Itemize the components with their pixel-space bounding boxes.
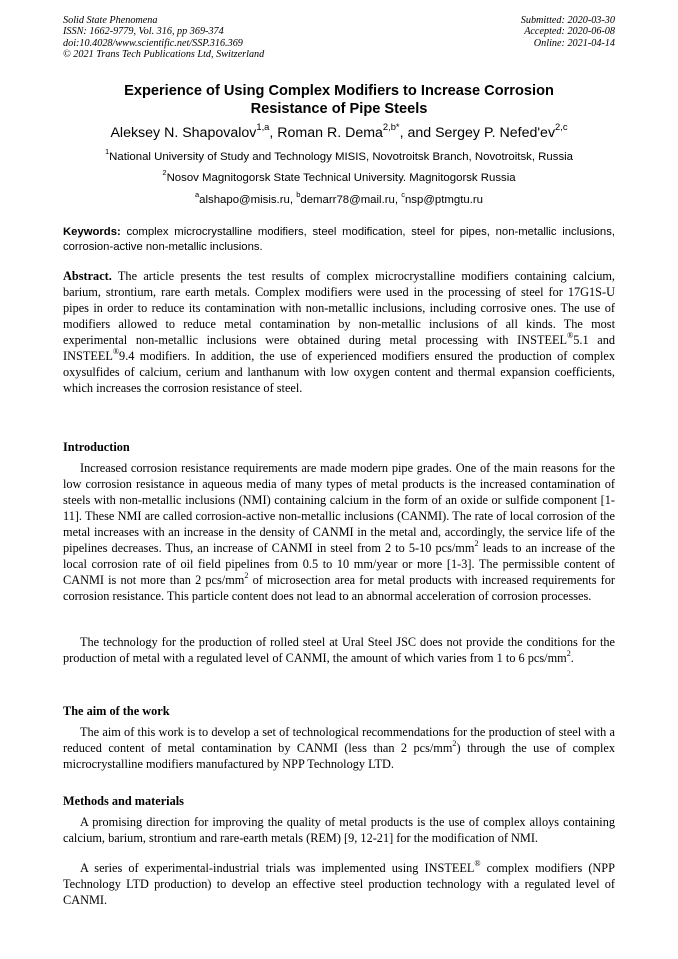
paragraph-text: The technology for the production of rolled steel at Ural Steel JSC does not provide the conditions for the production of metal with a regulated level of CANMI, the amount of which varies from 1 to 6 pcs/mm — [63, 635, 615, 665]
methods-paragraph-2 — [63, 860, 615, 908]
paragraph-text: The aim of this work is to develop a set of technological recommendations for the production of steel with a reduced content of metal contamination by CANMI (less than 2 pcs/mm — [63, 725, 615, 755]
email-superscript: a — [194, 190, 200, 200]
online-date: Online: 2021-04-14 — [533, 37, 615, 49]
email-address: demarr78@mail.ru, — [300, 194, 402, 206]
author-superscript: 2,b* — [382, 122, 400, 133]
introduction-paragraph-1 — [63, 460, 615, 604]
author-separator: , — [269, 125, 278, 141]
paragraph-text: of microsection area for metal products with increased requirements for corrosion resistance. This particle content does not lead to an abnormal acceleration of corrosion processes. — [63, 573, 615, 603]
email-address: nsp@ptmgtu.ru — [404, 194, 484, 206]
author-name: Roman R. Dema — [277, 125, 383, 141]
author-name: Sergey P. Nefed'ev — [435, 125, 556, 141]
paragraph-text: complex modifiers (NPP Technology LTD production) to develop an effective steel production technology with a regulated level of CANMI. — [63, 861, 615, 907]
paragraph-text: ) through the use of complex microcrystalline modifiers manufactured by NPP Technology LTD. — [63, 741, 615, 771]
keywords-text: complex microcrystalline modifiers, steel modification, steel for pipes, non-metallic inclusions, corrosion-active non-metallic inclusions. — [63, 226, 615, 253]
paragraph-text: A series of experimental-industrial trials was implemented using INSTEEL — [80, 861, 475, 875]
author-superscript: 2,c — [555, 122, 568, 133]
affiliation-text: National University of Study and Technology MISIS, Novotroitsk Branch, Novotroitsk, Russia — [109, 151, 574, 163]
section-heading-aim: The aim of the work — [63, 704, 170, 718]
methods-paragraph-1 — [63, 814, 615, 846]
journal-header-left — [63, 15, 264, 60]
journal-name: Solid State Phenomena — [63, 15, 158, 26]
journal-doi: doi:10.4028/www.scientific.net/SSP.316.369 — [63, 37, 243, 49]
title-line-2: Resistance of Pipe Steels — [250, 101, 428, 117]
paragraph-text: leads to an increase of the local corrosion rate of oil field pipelines from 0.5 to 10 mm/year or more [1-3]. The permissible content of CANMI is not more than 2 pcs/mm — [63, 541, 615, 587]
affiliation-2 — [63, 168, 615, 185]
journal-copyright: © 2021 Trans Tech Publications Ltd, Switzerland — [63, 48, 265, 60]
journal-header-right — [521, 15, 615, 49]
keywords — [63, 225, 615, 255]
abstract-text: 9.4 modifiers. In addition, the use of experienced modifiers ensured the production of complex oxysulfides of calcium, cerium and lanthanum with low oxygen content and thermal expansion coefficients, which increases the corrosion resistance of steel. — [63, 349, 615, 395]
author-list — [63, 124, 615, 142]
email-address: alshapo@misis.ru, — [199, 194, 297, 206]
affiliation-1 — [63, 147, 615, 164]
author-superscript: 1,a — [256, 122, 270, 133]
author-separator: , and — [399, 125, 436, 141]
abstract-label: Abstract. — [63, 269, 112, 283]
journal-issn: ISSN: 1662-9779, Vol. 316, pp 369-374 — [63, 26, 224, 38]
affiliation-superscript: 2 — [162, 168, 167, 178]
registered-mark: ® — [112, 347, 120, 357]
introduction-paragraph-2 — [63, 634, 615, 666]
paper-title — [63, 82, 615, 118]
author-emails — [63, 190, 615, 207]
affiliation-text: Nosov Magnitogorsk State Technical University. Magnitogorsk Russia — [166, 172, 516, 184]
paragraph-text: Increased corrosion resistance requirements are made modern pipe grades. One of the main reasons for the low corrosion resistance in aqueous media of many types of metal products is the increased contamination of steels with non-metallic inclusions (NMI) containing calcium in the form of an oxide or sulfide component [1-11]. These NMI are called corrosion-active non-metallic inclusions (CANMI). The rate of local corrosion of the metal increases with an increase in the density of CANMI in the metal and, accordingly, the service life of the pipelines decreases. Thus, an increase of CANMI in steel from 2 to 5-10 pcs/mm — [63, 461, 615, 555]
affiliation-superscript: 1 — [104, 147, 110, 157]
title-line-1: Experience of Using Complex Modifiers to Increase Corrosion — [124, 83, 554, 99]
submitted-date: Submitted: 2020-03-30 — [520, 15, 615, 26]
accepted-date: Accepted: 2020-06-08 — [524, 26, 615, 38]
paragraph-text: . — [570, 651, 574, 665]
registered-mark: ® — [474, 859, 481, 869]
abstract — [63, 268, 615, 396]
section-heading-introduction: Introduction — [63, 440, 130, 454]
registered-mark: ® — [567, 331, 574, 341]
unit-superscript: 2 — [566, 649, 571, 659]
abstract-text: The article presents the test results of complex microcrystalline modifiers containing calcium, barium, strontium, rare earth metals. Complex modifiers were used in the processing of steel for 17G1S-U pipes in order to reduce its contamination with non-metallic inclusions, including corrosive ones. The use of modifiers allowed to reduce metal contamination by non-metallic inclusions of all kinds. The most experimental non-metallic inclusions were obtained during metal processing with INSTEEL — [63, 269, 615, 347]
unit-superscript: 2 — [474, 539, 479, 549]
email-superscript: c — [401, 190, 405, 200]
keywords-label: Keywords: — [63, 226, 121, 238]
unit-superscript: 2 — [244, 571, 249, 581]
unit-superscript: 2 — [452, 739, 457, 749]
paragraph-text: A promising direction for improving the quality of metal products is the use of complex alloys containing calcium, barium, strontium and rare-earth metals (REM) [9, 12-21] for the modification of NMI. — [63, 815, 615, 845]
section-heading-methods: Methods and materials — [63, 794, 184, 808]
author-name: Aleksey N. Shapovalov — [110, 125, 257, 141]
aim-paragraph — [63, 724, 615, 772]
abstract-text: 5.1 and INSTEEL — [63, 333, 615, 363]
email-superscript: b — [296, 190, 301, 200]
